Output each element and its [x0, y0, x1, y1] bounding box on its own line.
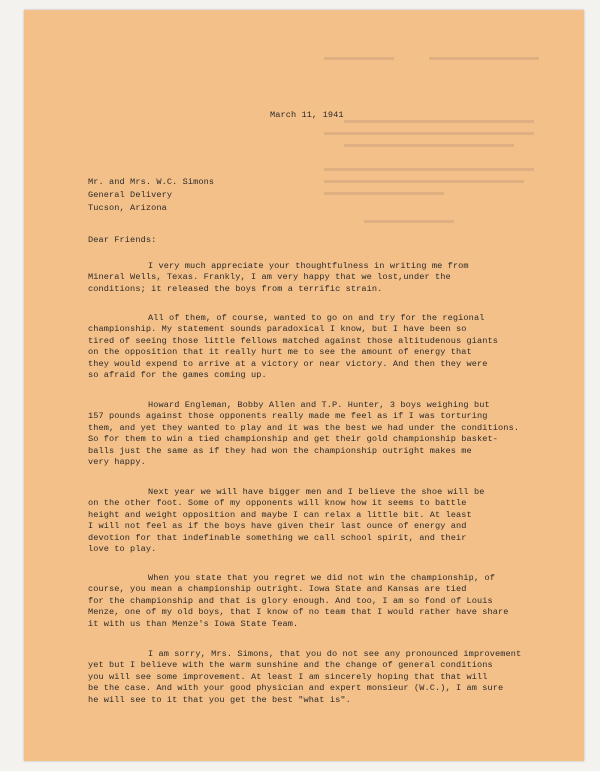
bleed-mark — [324, 168, 534, 171]
text-line: balls just the same as if they had won the championship outright makes me — [88, 445, 472, 456]
bleed-mark — [324, 57, 394, 60]
text-line: So for them to win a tied championship and get their gold championship basket- — [88, 434, 499, 445]
text-line: course, you mean a championship outright. Iowa State and Kansas are tied — [88, 584, 467, 595]
recipient-city: Tucson, Arizona — [88, 203, 167, 213]
bleed-mark — [344, 144, 514, 147]
text-line: on the opposition that it really hurt me to see the amount of energy that — [88, 347, 472, 358]
paragraph-2 — [88, 313, 548, 381]
bleed-mark — [364, 220, 454, 223]
text-line: love to play. — [88, 544, 157, 555]
text-line: you will see some improvement. At least I am sincerely hoping that that will — [88, 671, 488, 682]
text-line: height and weight opposition and maybe I can relax a little bit. At least — [88, 509, 472, 520]
text-line: for the championship and that is glory enough. And too, I am so fond of Louis — [88, 595, 493, 606]
bleed-mark — [429, 57, 539, 60]
text-line: very happy. — [88, 457, 146, 468]
paragraph-4 — [88, 487, 548, 555]
text-line: I will not feel as if the boys have given their last ounce of energy and — [88, 521, 467, 532]
text-line: they would expend to arrive at a victory or near victory. And then they were — [88, 358, 488, 369]
letter-page — [24, 10, 584, 761]
letter-date: March 11, 1941 — [270, 110, 344, 120]
salutation: Dear Friends: — [88, 235, 157, 245]
text-line: I very much appreciate your thoughtfulness in writing me from — [148, 261, 469, 271]
text-line: championship. My statement sounds paradoxical I know, but I have been so — [88, 324, 467, 335]
text-line: conditions; it released the boys from a terrific strain. — [88, 283, 383, 294]
paragraph-5 — [88, 573, 548, 630]
recipient-line2: General Delivery — [88, 190, 173, 200]
text-line: devotion for that indefinable something we call school spirit, and their — [88, 532, 467, 543]
text-line: 157 pounds against those opponents really made me feel as if I was torturing — [88, 411, 488, 422]
recipient-address — [88, 176, 214, 215]
paragraph-1 — [88, 261, 548, 295]
text-line: Mineral Wells, Texas. Frankly, I am very happy that we lost,under the — [88, 272, 451, 283]
show-through-lines — [324, 57, 539, 223]
text-line: on the other foot. Some of my opponents will know how it seems to battle — [88, 498, 467, 509]
paragraph-6 — [88, 649, 548, 706]
paragraph-3 — [88, 400, 548, 468]
text-line: All of them, of course, wanted to go on and try for the regional — [148, 313, 485, 323]
text-line: them, and yet they wanted to play and it was the best we had under the conditions. — [88, 422, 520, 433]
bleed-mark — [324, 192, 444, 195]
text-line: Next year we will have bigger men and I believe the shoe will be — [148, 487, 485, 497]
bleed-mark — [324, 180, 524, 183]
text-line: it with us than Menze's Iowa State Team. — [88, 618, 299, 629]
bleed-mark — [324, 132, 534, 135]
text-line: yet but I believe with the warm sunshine and the change of general conditions — [88, 660, 493, 671]
recipient-name: Mr. and Mrs. W.C. Simons — [88, 177, 215, 187]
text-line: tired of seeing those little fellows matched against those altitudenous giants — [88, 335, 499, 346]
text-line: he will see to it that you get the best "what is". — [88, 694, 351, 705]
text-line: Howard Engleman, Bobby Allen and T.P. Hunter, 3 boys weighing but — [148, 400, 490, 410]
text-line: I am sorry, Mrs. Simons, that you do not see any pronounced improvement — [148, 649, 522, 659]
text-line: be the case. And with your good physician and expert monsieur (W.C.), I am sure — [88, 683, 504, 694]
text-line: Menze, one of my old boys, that I know of no team that I would rather have share — [88, 607, 509, 618]
text-line: When you state that you regret we did not win the championship, of — [148, 573, 495, 583]
bleed-mark — [344, 120, 534, 123]
text-line: so afraid for the games coming up. — [88, 370, 267, 381]
